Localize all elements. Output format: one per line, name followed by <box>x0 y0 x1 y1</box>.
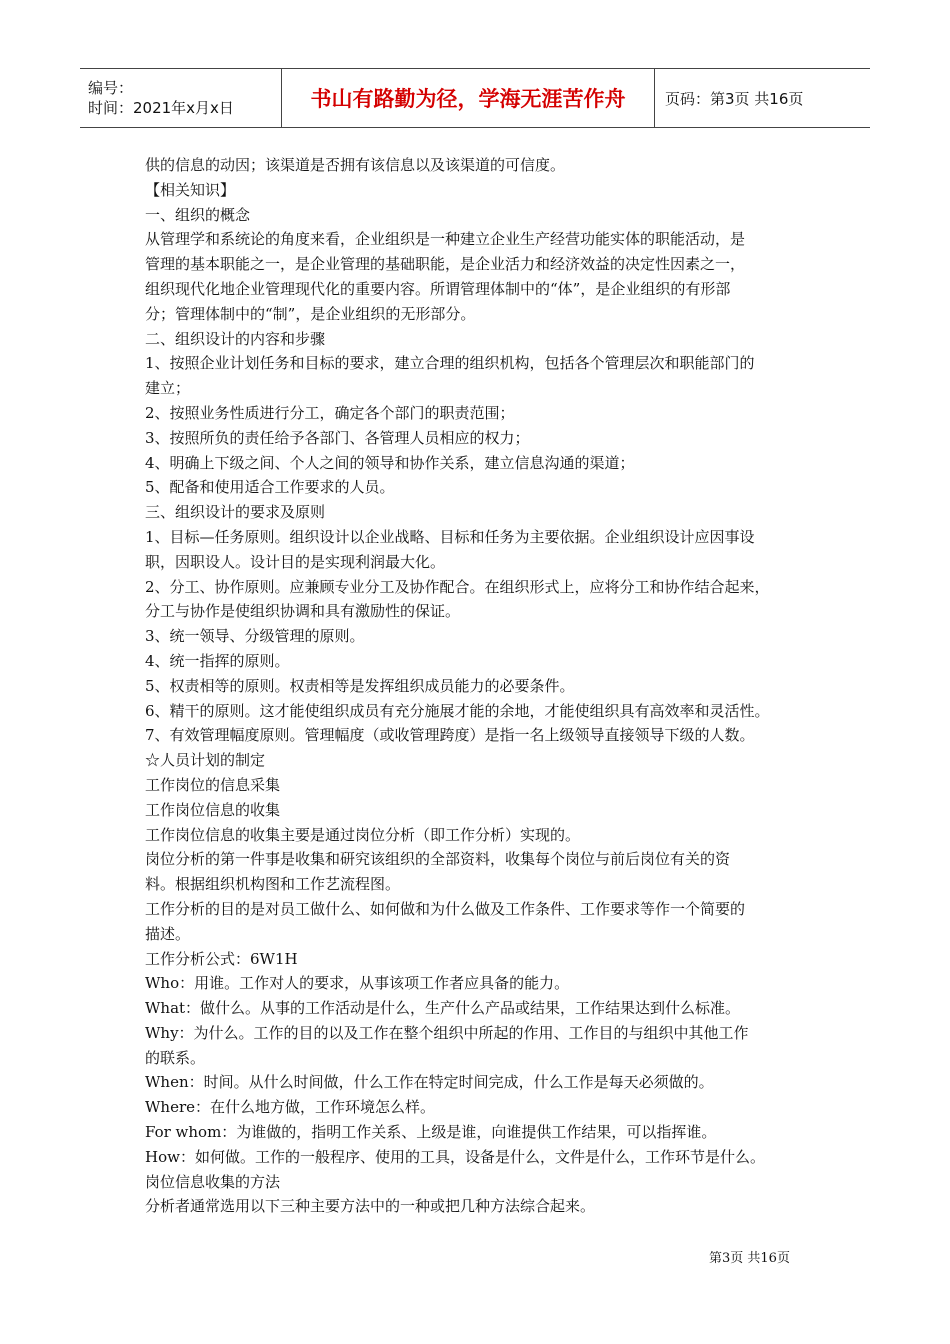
section-heading: 一、组织的概念 <box>145 205 251 224</box>
body-line: For whom：为谁做的，指明工作关系、上级是谁，向谁提供工作结果，可以指挥谁。 <box>145 1123 717 1142</box>
header-page-info: 页码：第3页 共16页 <box>665 89 804 108</box>
body-line: 岗位分析的第一件事是收集和研究该组织的全部资料，收集每个岗位与前后岗位有关的资 <box>145 850 731 869</box>
body-line: Who：用谁。工作对人的要求，从事该项工作者应具备的能力。 <box>145 974 570 993</box>
body-line: 6、精干的原则。这才能使组织成员有充分施展才能的余地，才能使组织具有高效率和灵活性。 <box>145 701 770 720</box>
body-line: 3、按照所负的责任给予各部门、各管理人员相应的权力； <box>145 428 530 447</box>
body-line: 2、按照业务性质进行分工，确定各个部门的职责范围； <box>145 403 515 422</box>
body-line: 管理的基本职能之一，是企业管理的基础职能，是企业活力和经济效益的决定性因素之一， <box>145 255 746 274</box>
body-line: 工作分析公式：6W1H <box>145 949 298 968</box>
section-heading: ☆人员计划的制定 <box>145 751 266 770</box>
body-line: When：时间。从什么时间做，什么工作在特定时间完成，什么工作是每天必须做的。 <box>145 1073 714 1092</box>
section-heading: 工作岗位的信息采集 <box>145 775 281 794</box>
body-line: 4、统一指挥的原则。 <box>145 651 290 670</box>
body-line: 供的信息的动因；该渠道是否拥有该信息以及该渠道的可信度。 <box>145 156 566 174</box>
body-line: How：如何做。工作的一般程序、使用的工具，设备是什么，文件是什么，工作环节是什么。 <box>145 1147 765 1166</box>
body-line: 2、分工、协作原则。应兼顾专业分工及协作配合。在组织形式上，应将分工和协作结合起来， <box>145 577 770 596</box>
header-meta-cell <box>80 69 282 127</box>
section-heading: 工作岗位信息的收集 <box>145 800 281 819</box>
body-line: 分；管理体制中的“制”，是企业组织的无形部分。 <box>145 304 476 323</box>
body-line: Why：为什么。工作的目的以及工作在整个组织中所起的作用、工作目的与组织中其他工作 <box>145 1023 749 1042</box>
body-line: 1、目标—任务原则。组织设计以企业战略、目标和任务为主要依据。企业组织设计应因事设 <box>145 527 755 546</box>
body-line: 1、按照企业计划任务和目标的要求，建立合理的组织机构，包括各个管理层次和职能部门的 <box>145 354 755 373</box>
body-line: 组织现代化地企业管理现代化的重要内容。所谓管理体制中的“体”，是企业组织的有形部 <box>145 279 731 298</box>
section-heading: 【相关知识】 <box>145 180 236 199</box>
body-line: 建立； <box>145 379 191 398</box>
body-line: 3、统一领导、分级管理的原则。 <box>145 627 365 646</box>
body-line: Where：在什么地方做，工作环境怎么样。 <box>145 1098 436 1117</box>
page-footer: 第3页 共16页 <box>709 1251 790 1266</box>
body-line: 料。根据组织机构图和工作艺流程图。 <box>145 875 401 894</box>
document-body <box>145 153 825 1219</box>
body-line: 从管理学和系统论的角度来看，企业组织是一种建立企业生产经营功能实体的职能活动，是 <box>145 230 746 249</box>
document-date: 时间：2021年x月x日 <box>88 99 234 117</box>
body-line: 描述。 <box>145 924 191 943</box>
document-number-label: 编号： <box>88 79 134 97</box>
body-line: 的联系。 <box>145 1048 206 1067</box>
header-motto: 书山有路勤为径，学海无涯苦作舟 <box>310 87 626 111</box>
body-line: 5、配备和使用适合工作要求的人员。 <box>145 478 395 497</box>
body-line: 7、有效管理幅度原则。管理幅度（或收管理跨度）是指一名上级领导直接领导下级的人数。 <box>145 726 755 745</box>
body-line: 5、权责相等的原则。权责相等是发挥组织成员能力的必要条件。 <box>145 676 575 695</box>
section-heading: 三、组织设计的要求及原则 <box>145 503 326 522</box>
section-heading: 岗位信息收集的方法 <box>145 1172 281 1191</box>
header-page-cell <box>655 69 870 127</box>
body-line: What：做什么。从事的工作活动是什么，生产什么产品或结果，工作结果达到什么标准。 <box>145 999 741 1018</box>
body-line: 工作分析的目的是对员工做什么、如何做和为什么做及工作条件、工作要求等作一个简要的 <box>145 899 746 918</box>
body-line: 分析者通常选用以下三种主要方法中的一种或把几种方法综合起来。 <box>145 1197 596 1216</box>
body-line: 4、明确上下级之间、个人之间的领导和协作关系，建立信息沟通的渠道； <box>145 453 635 472</box>
section-heading: 二、组织设计的内容和步骤 <box>145 329 326 348</box>
body-line: 职，因职设人。设计目的是实现利润最大化。 <box>145 552 446 571</box>
body-line: 工作岗位信息的收集主要是通过岗位分析（即工作分析）实现的。 <box>145 825 581 844</box>
body-line: 分工与协作是使组织协调和具有激励性的保证。 <box>145 602 461 621</box>
header-motto-cell <box>282 69 655 127</box>
page-header <box>80 68 870 128</box>
